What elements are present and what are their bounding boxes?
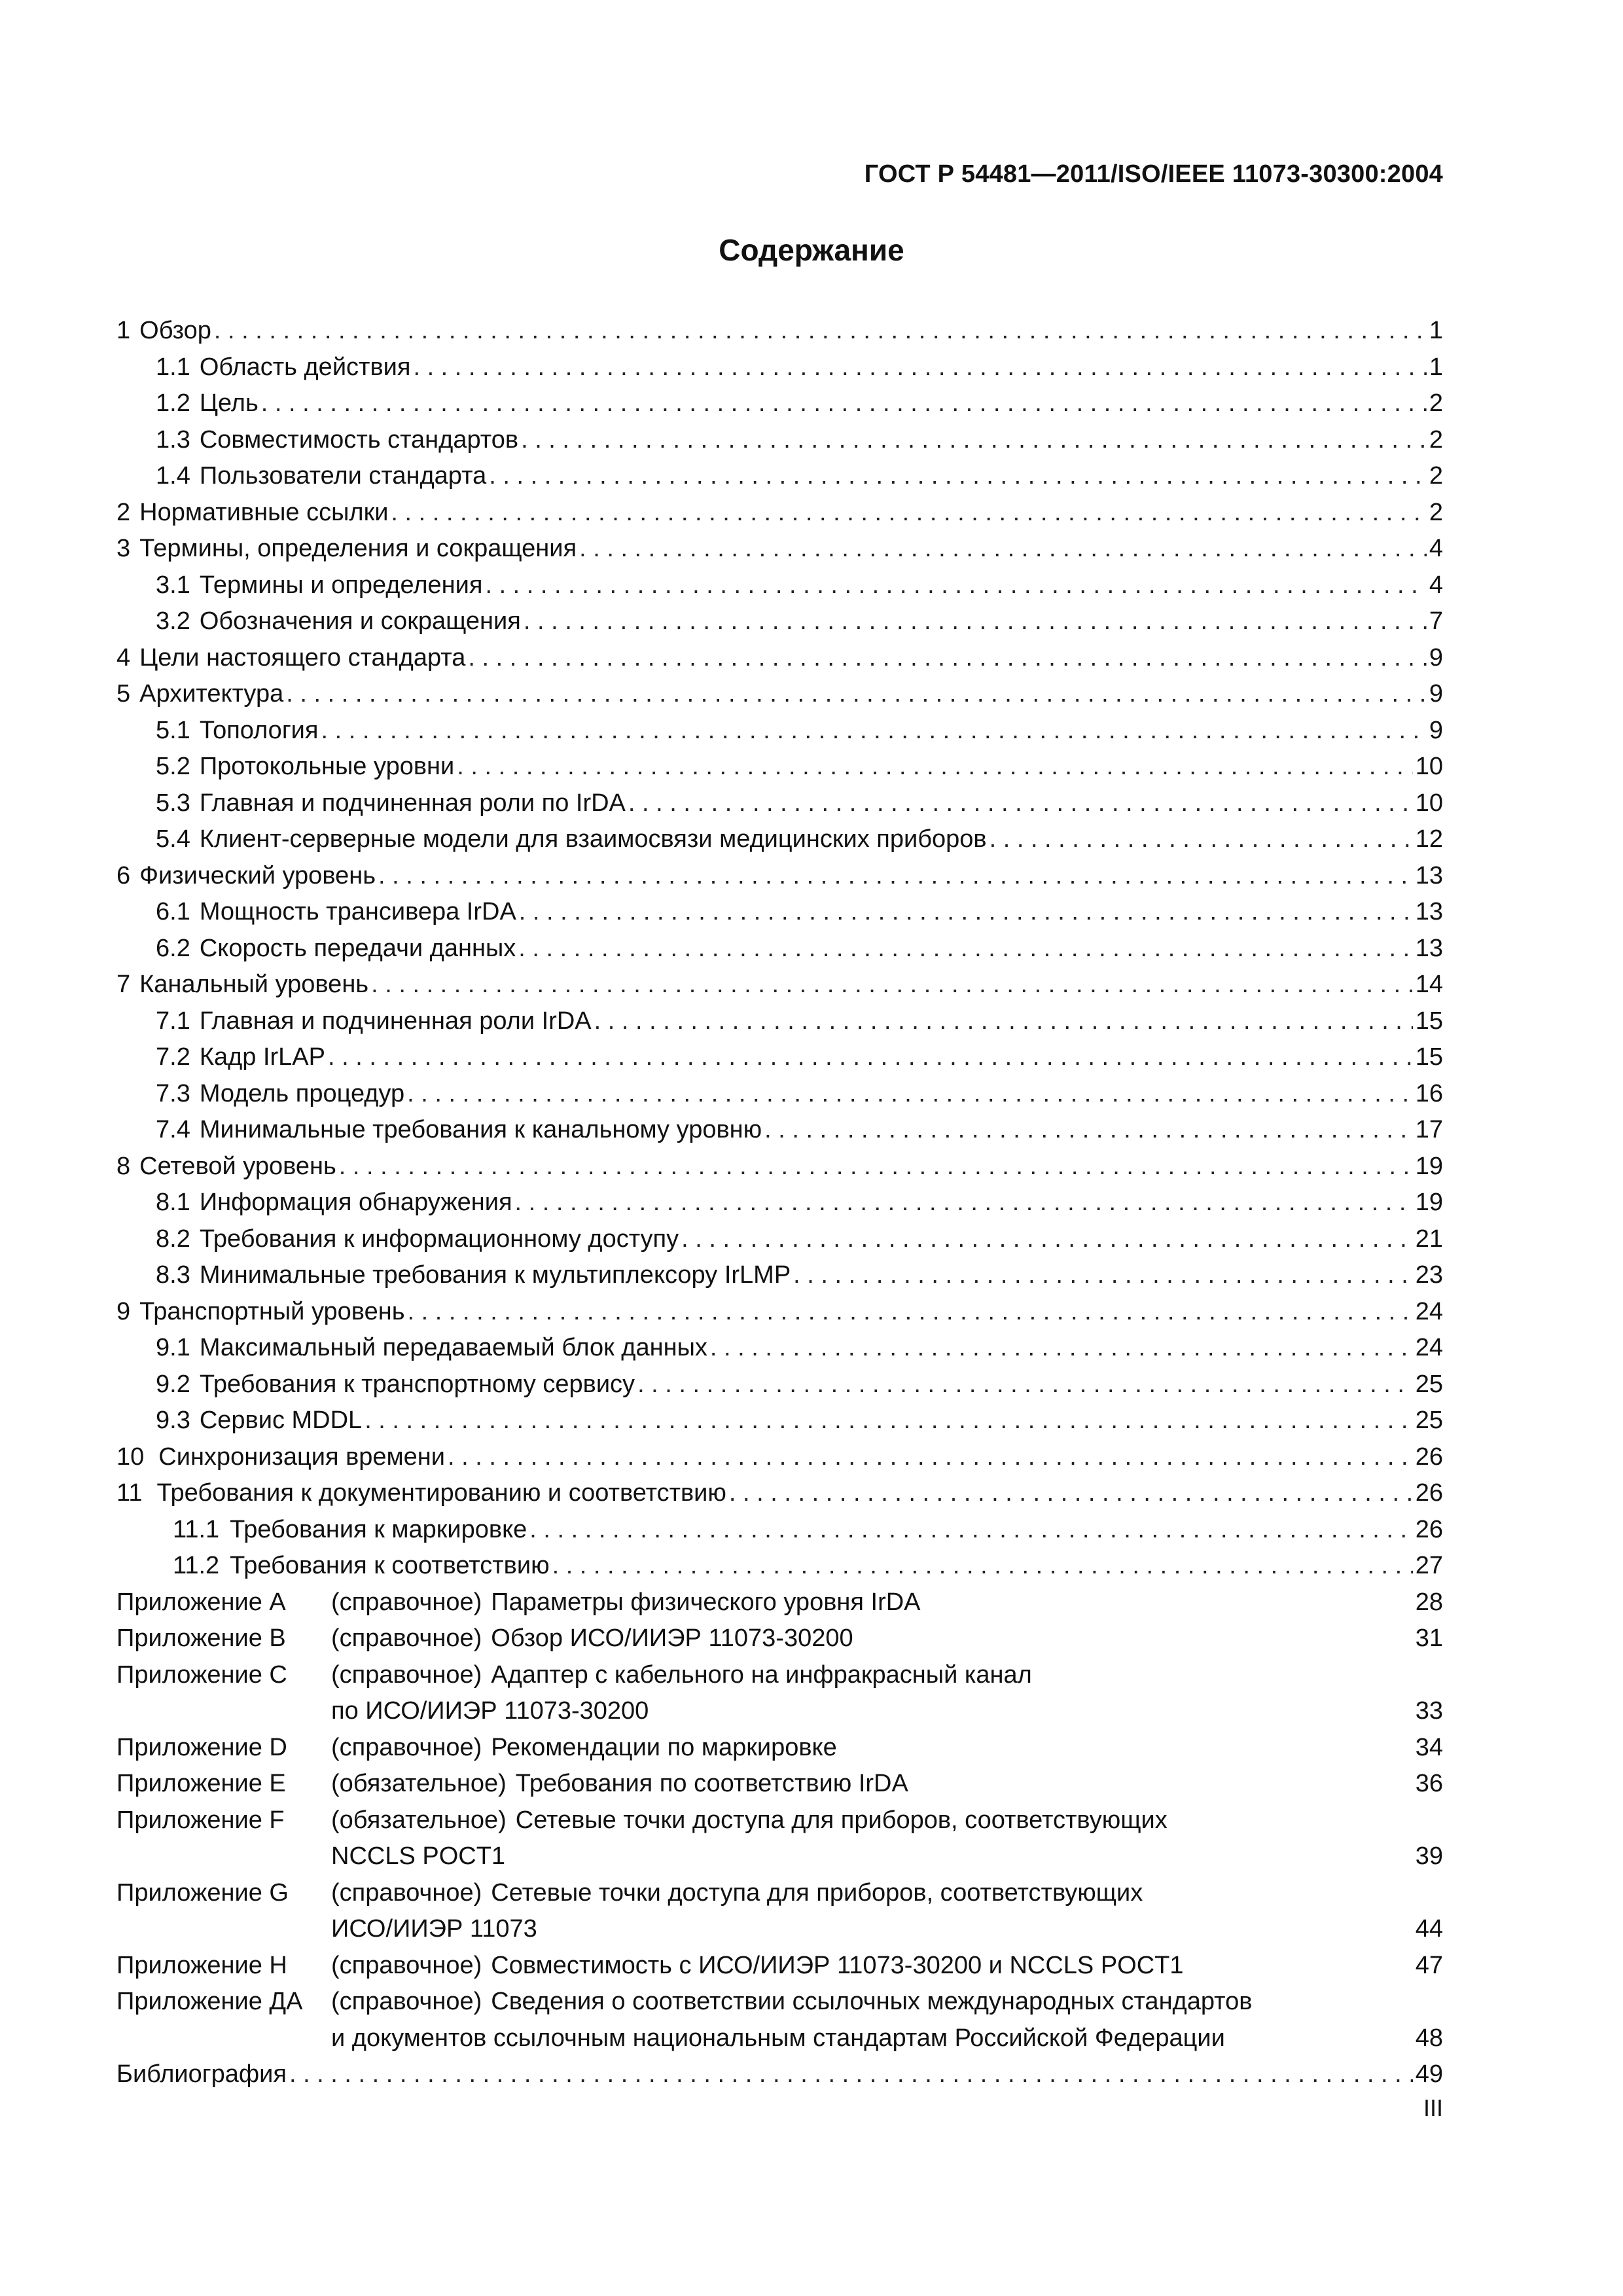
annex-name: Приложение ДА [116,1988,303,2015]
dot-leader [529,1512,1412,1549]
toc-entry[interactable] [116,313,1443,350]
toc-entry-label: Термины и определения [199,571,483,599]
annex-kind: (обязательное) [331,1770,507,1797]
toc-entry-number: 1 [116,317,131,344]
dot-leader [518,931,1412,967]
dot-leader [261,386,1427,422]
toc-entry-label: Транспортный уровень [139,1297,405,1325]
toc-entry-label: Мощность трансивера IrDA [199,898,516,925]
toc-entry-page: 47 [1415,1951,1443,1979]
annex-line [331,1984,1443,2020]
toc-entry-label: Сервис MDDL [199,1407,363,1434]
toc-entry-number: 6.2 [156,934,190,962]
toc-entry-label: Сетевой уровень [139,1152,336,1180]
toc-entry-label: Требования к документированию и соответствию [156,1479,726,1507]
toc-entry-number: 4 [116,643,131,672]
toc-entry-number: 3.2 [156,607,190,635]
annex-line [331,1693,1443,1730]
toc-entry-page: 7 [1429,607,1443,635]
toc-entry-page: 26 [1415,1515,1443,1543]
toc-entry[interactable] [116,1076,1443,1113]
toc-entry-label: Модель процедур [199,1079,405,1107]
dot-leader [408,1294,1413,1331]
toc-entry-page: 13 [1415,934,1443,962]
toc-entry-label: Скорость передачи данных [199,934,516,962]
dot-leader [413,350,1426,386]
toc-entry-page: 19 [1415,1189,1443,1216]
toc-entry[interactable] [116,1003,1443,1040]
toc-entry-number: 5.4 [156,825,190,853]
toc-entry-page: 9 [1429,643,1443,672]
toc-entry-label: Главная и подчиненная роли IrDA [199,1007,592,1035]
dot-leader [365,1403,1413,1439]
toc-entry-label: Цели настоящего стандарта [139,643,466,672]
annex-body [331,1803,1443,1875]
toc-entry[interactable] [116,1294,1443,1331]
toc-entry-page: 10 [1415,789,1443,817]
toc-entry-page: 4 [1429,571,1443,599]
toc-entry-page: 24 [1415,1334,1443,1361]
dot-leader [321,713,1426,749]
annex-line [331,1766,1443,1803]
toc-entry-label: Информация обнаружения [199,1189,512,1216]
toc-entry-page: 26 [1415,1443,1443,1471]
dot-leader [764,1112,1413,1149]
toc-entry-label: Физический уровень [139,861,376,889]
dot-leader [628,785,1413,822]
toc-entry-label: Нормативные ссылки [139,498,389,526]
annex-title: Сведения о соответствии ссылочных международных стандартов [491,1988,1253,2015]
toc-entry-number: 7.1 [156,1007,190,1035]
dot-leader [407,1076,1413,1113]
annex-name: Приложение D [116,1733,287,1761]
toc-entry[interactable] [116,1512,1443,1549]
toc-entry-number: 5 [116,680,131,708]
toc-entry-number: 5.3 [156,789,190,817]
toc-entry-page: 13 [1415,861,1443,889]
table-of-contents [116,313,1443,2093]
dot-leader [286,676,1427,713]
toc-entry[interactable] [116,350,1443,386]
annex-body [331,1766,1443,1803]
toc-entry-number: 5.1 [156,716,190,744]
toc-entry-label: Кадр IrLAP [199,1043,325,1071]
toc-entry-page: 24 [1415,1297,1443,1325]
toc-entry-page: 9 [1429,716,1443,744]
toc-entry[interactable] [116,422,1443,459]
toc-entries [116,313,1443,1585]
toc-entry[interactable] [116,1039,1443,1076]
toc-entry-number: 7 [116,971,131,998]
annex-name: Приложение A [116,1588,286,1616]
toc-entry-number: 2 [116,498,131,526]
toc-entry-number: 8.3 [156,1261,190,1289]
toc-entry-page: 1 [1429,317,1443,344]
annex-title-continued: и документов ссылочным национальным стандартам Российской Федерации [331,2024,1225,2052]
annex-kind: (справочное) [331,1951,482,1979]
toc-entry-number: 6.1 [156,898,190,925]
toc-entry-number: 9.2 [156,1370,190,1398]
annex-line [331,1875,1443,1912]
annex-line [331,1839,1443,1875]
toc-entry-page: 21 [1415,1225,1443,1253]
dot-leader [681,1221,1413,1258]
toc-entry-label: Минимальные требования к мультиплексору IrLMP [199,1261,791,1289]
toc-entry[interactable] [116,858,1443,895]
toc-annex-entry[interactable] [116,1803,1443,1875]
toc-entry-label: Пользователи стандарта [199,462,487,490]
toc-entry[interactable] [116,1367,1443,1403]
dot-leader [579,531,1427,567]
toc-entry-page: 1 [1429,353,1443,381]
toc-entry-number: 11.2 [173,1552,220,1579]
toc-entry-number: 9.3 [156,1407,190,1434]
toc-entry-label: Протокольные уровни [199,753,455,780]
toc-entry-number: 1.1 [156,353,190,381]
toc-entry[interactable] [116,640,1443,677]
toc-entry[interactable] [116,603,1443,640]
annex-line [331,2020,1443,2057]
annex-body [331,1585,1443,1621]
toc-entry[interactable] [116,821,1443,858]
toc-entry-label: Клиент-серверные модели для взаимосвязи медицинских приборов [199,825,987,853]
toc-entry-number: 5.2 [156,753,190,780]
toc-annex-entry[interactable] [116,1766,1443,1803]
toc-entry-page: 33 [1415,1697,1443,1725]
toc-entry-page: 16 [1415,1079,1443,1107]
toc-entry[interactable] [116,1403,1443,1439]
toc-entry-number: 8.2 [156,1225,190,1253]
annex-title: Сетевые точки доступа для приборов, соответствующих [515,1806,1168,1834]
toc-annex-entry[interactable] [116,1585,1443,1621]
toc-entry-page: 31 [1415,1624,1443,1652]
dot-leader [457,749,1412,785]
toc-entry-page: 25 [1415,1370,1443,1398]
dot-leader [637,1367,1413,1403]
annex-name: Приложение C [116,1660,287,1689]
toc-entry-label: Канальный уровень [139,971,369,998]
toc-entry[interactable] [116,1475,1443,1512]
toc-entry-page: 12 [1415,825,1443,853]
page-header-standard: ГОСТ Р 54481—2011/ISO/IEEE 11073-30300:2004 [864,160,1443,188]
annex-title: Параметры физического уровня IrDA [491,1588,921,1616]
toc-entry[interactable] [116,495,1443,531]
toc-entry-page: 19 [1415,1152,1443,1180]
toc-entry-page: 27 [1415,1552,1443,1579]
toc-entry-page: 14 [1415,971,1443,998]
toc-entry-page: 49 [1415,2060,1443,2088]
toc-entry-label: Библиография [116,2060,287,2088]
toc-entry-label: Обзор [139,317,211,344]
toc-entry[interactable] [116,967,1443,1003]
annex-name: Приложение E [116,1770,286,1797]
toc-entry-number: 7.4 [156,1116,190,1143]
toc-entry-page: 2 [1429,425,1443,454]
annex-line [331,1657,1443,1694]
annex-line [331,1911,1443,1948]
toc-entry[interactable] [116,931,1443,967]
annex-line [331,1730,1443,1767]
annex-line [331,1803,1443,1839]
toc-entry-bibliography[interactable] [116,2056,1443,2093]
toc-entry-page: 34 [1415,1733,1443,1761]
dot-leader [371,967,1413,1003]
annex-kind: (справочное) [331,1660,482,1689]
toc-entry-page: 28 [1415,1588,1443,1616]
toc-entry-page: 2 [1429,462,1443,490]
annex-kind: (справочное) [331,1733,482,1761]
annex-body [331,1657,1443,1730]
toc-entry-label: Область действия [199,353,411,381]
dot-leader [339,1149,1413,1185]
toc-entry-page: 2 [1429,389,1443,417]
toc-annex-entry[interactable] [116,1657,1443,1730]
dot-leader [521,422,1427,459]
toc-entry-label: Требования к соответствию [230,1552,550,1579]
annex-title: Требования по соответствию IrDA [515,1770,908,1797]
toc-entry-number: 3 [116,535,131,562]
page-title: Содержание [719,233,904,267]
toc-entry[interactable] [116,1221,1443,1258]
toc-entry-label: Требования к информационному доступу [199,1225,679,1253]
annex-name: Приложение H [116,1951,287,1979]
annex-title: Рекомендации по маркировке [491,1733,837,1761]
annex-title-continued: ИСО/ИИЭР 11073 [331,1915,537,1943]
toc-entry-label: Синхронизация времени [158,1443,446,1471]
dot-leader [519,894,1413,931]
toc-annexes [116,1585,1443,2057]
toc-entry[interactable] [116,1548,1443,1585]
toc-entry-page: 15 [1415,1043,1443,1071]
toc-entry-number: 1.2 [156,389,190,417]
annex-body [331,1621,1443,1657]
annex-body [331,1984,1443,2056]
toc-entry[interactable] [116,1257,1443,1294]
toc-entry-label: Цель [199,389,259,417]
toc-entry-label: Топология [199,716,319,744]
dot-leader [710,1330,1413,1367]
toc-entry-page: 10 [1415,753,1443,780]
dot-leader [793,1257,1413,1294]
toc-entry[interactable] [116,1149,1443,1185]
toc-entry-number: 8 [116,1152,131,1180]
toc-entry-number: 9.1 [156,1334,190,1361]
toc-annex-entry[interactable] [116,1948,1443,1984]
toc-entry-number: 7.3 [156,1079,190,1107]
toc-entry-label: Требования к маркировке [230,1515,527,1543]
toc-entry-number: 11.1 [173,1515,220,1543]
dot-leader [468,640,1426,677]
annex-kind: (обязательное) [331,1806,507,1834]
dot-leader [214,313,1427,350]
toc-entry-page: 23 [1415,1261,1443,1289]
toc-entry-page: 15 [1415,1007,1443,1035]
toc-entry[interactable] [116,531,1443,567]
annex-line [331,1621,1443,1657]
dot-leader [524,603,1427,640]
dot-leader [328,1039,1413,1076]
annex-body [331,1948,1443,1984]
toc-entry[interactable] [116,386,1443,422]
toc-entry[interactable] [116,676,1443,713]
toc-entry-number: 10 [116,1443,145,1471]
toc-entry-label: Главная и подчиненная роли по IrDA [199,789,626,817]
dot-leader [485,567,1426,604]
dot-leader [990,821,1413,858]
dot-leader [552,1548,1413,1585]
toc-entry-number: 1.3 [156,425,190,454]
annex-name: Приложение F [116,1806,285,1834]
toc-annex-entry[interactable] [116,1621,1443,1657]
dot-leader [489,458,1427,495]
toc-entry-page: 36 [1415,1770,1443,1797]
toc-entry-page: 9 [1429,680,1443,708]
toc-entry[interactable] [116,1185,1443,1221]
toc-entry[interactable] [116,749,1443,785]
annex-title: Сетевые точки доступа для приборов, соответствующих [491,1878,1143,1907]
annex-kind: (справочное) [331,1624,482,1652]
toc-entry-page: 4 [1429,535,1443,562]
annex-title: Обзор ИСО/ИИЭР 11073-30200 [491,1624,853,1652]
annex-body [331,1875,1443,1948]
toc-entry-page: 25 [1415,1407,1443,1434]
page-number: III [1423,2094,1443,2121]
toc-entry-number: 9 [116,1297,131,1325]
toc-annex-entry[interactable] [116,1730,1443,1767]
toc-entry-number: 7.2 [156,1043,190,1071]
dot-leader [448,1439,1413,1476]
toc-entry[interactable] [116,567,1443,604]
toc-entry-number: 8.1 [156,1189,190,1216]
toc-entry-label: Архитектура [139,680,284,708]
toc-annex-entry[interactable] [116,1875,1443,1948]
toc-entry[interactable] [116,1112,1443,1149]
annex-title-continued: по ИСО/ИИЭР 11073-30200 [331,1697,649,1725]
toc-entry-label: Термины, определения и сокращения [139,535,577,562]
annex-kind: (справочное) [331,1588,482,1616]
toc-entry-label: Обозначения и сокращения [199,607,521,635]
dot-leader [594,1003,1413,1040]
dot-leader [515,1185,1413,1221]
toc-entry-page: 2 [1429,498,1443,526]
toc-entry[interactable] [116,785,1443,822]
annex-title-continued: NCCLS POCT1 [331,1842,506,1870]
dot-leader [729,1475,1413,1512]
toc-entry-label: Требования к транспортному сервису [199,1370,635,1398]
dot-leader [391,495,1426,531]
toc-entry-page: 13 [1415,898,1443,925]
toc-entry-page: 26 [1415,1479,1443,1507]
toc-entry-label: Минимальные требования к канальному уровню [199,1116,762,1143]
annex-line [331,1585,1443,1621]
toc-entry-number: 11 [116,1479,143,1507]
toc-entry[interactable] [116,894,1443,931]
toc-annex-entry[interactable] [116,1984,1443,2056]
toc-entry-label: Максимальный передаваемый блок данных [199,1334,707,1361]
annex-kind: (справочное) [331,1878,482,1907]
dot-leader [378,858,1413,895]
toc-entry[interactable] [116,458,1443,495]
annex-title: Совместимость с ИСО/ИИЭР 11073-30200 и NCCLS POCT1 [491,1951,1184,1979]
annex-body [331,1730,1443,1767]
annex-name: Приложение B [116,1624,286,1652]
toc-entry-page: 39 [1415,1842,1443,1870]
toc-entry-page: 17 [1415,1116,1443,1143]
toc-entry[interactable] [116,1439,1443,1476]
annex-line [331,1948,1443,1984]
toc-entry[interactable] [116,1330,1443,1367]
dot-leader [289,2056,1413,2093]
toc-entry-page: 48 [1415,2024,1443,2052]
toc-entry-page: 44 [1415,1915,1443,1943]
toc-entry[interactable] [116,713,1443,749]
toc-entry-number: 3.1 [156,571,190,599]
toc-entry-label: Совместимость стандартов [199,425,519,454]
toc-entry-number: 1.4 [156,462,190,490]
annex-kind: (справочное) [331,1988,482,2015]
annex-title: Адаптер с кабельного на инфракрасный канал [491,1660,1032,1689]
annex-name: Приложение G [116,1878,289,1907]
toc-entry-number: 6 [116,861,131,889]
